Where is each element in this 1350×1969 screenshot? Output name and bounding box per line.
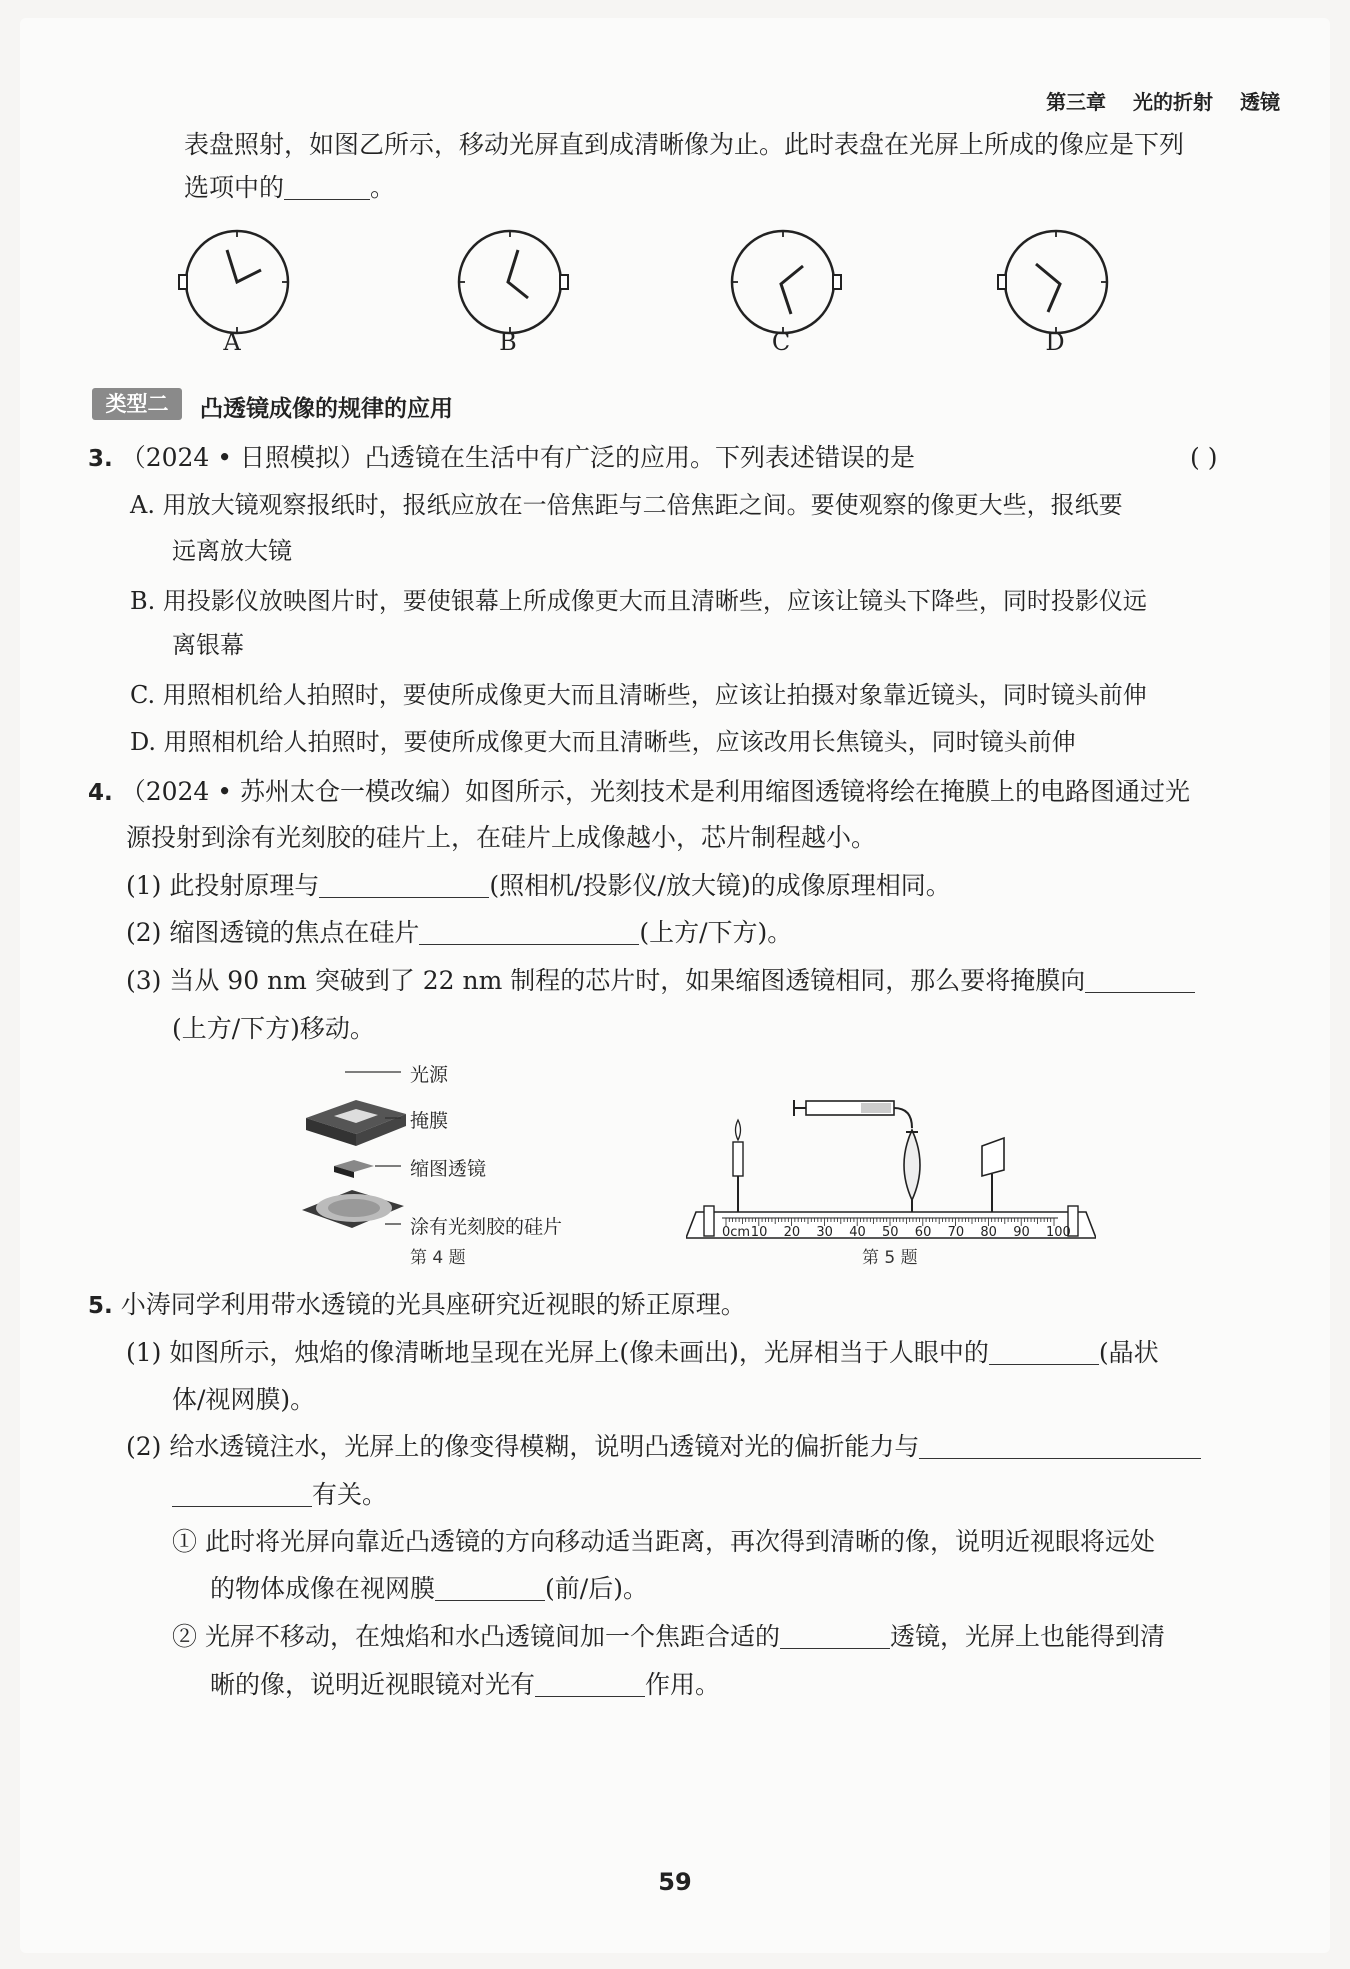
q5-part-1-cont: 体/视网膜)。 bbox=[172, 1385, 316, 1414]
q5-sub-1: ① 此时将光屏向靠近凸透镜的方向移动适当距离，再次得到清晰的像，说明近视眼将远处 bbox=[172, 1527, 1155, 1556]
ruler-tick-label: 90 bbox=[1013, 1225, 1030, 1240]
answer-blank[interactable] bbox=[284, 177, 370, 200]
q4-part-2: (2) 缩图透镜的焦点在硅片 (上方/下方)。 bbox=[126, 918, 793, 947]
q4-stem-1: 4. （2024 • 苏州太仓一模改编）如图所示，光刻技术是利用缩图透镜将绘在掩膜上的电路图通过光 bbox=[88, 777, 1190, 806]
ruler-tick-label: 10 bbox=[750, 1225, 768, 1240]
q5-part-1: (1) 如图所示，烛焰的像清晰地呈现在光屏上(像未画出)，光屏相当于人眼中的 (晶状 bbox=[126, 1338, 1159, 1367]
q5-sub-2: ② 光屏不移动，在烛焰和水凸透镜间加一个焦距合适的 透镜，光屏上也能得到清 bbox=[172, 1622, 1165, 1651]
q4-stem-2: 源投射到涂有光刻胶的硅片上，在硅片上成像越小，芯片制程越小。 bbox=[126, 823, 877, 852]
ruler-tick-label: 70 bbox=[947, 1225, 965, 1240]
ruler-tick-label: 0cm bbox=[722, 1225, 751, 1240]
clock-label-a: A bbox=[223, 328, 241, 356]
clock-label-b: B bbox=[499, 328, 517, 356]
ruler-tick-label: 50 bbox=[882, 1225, 899, 1240]
q5-blank-2a[interactable] bbox=[919, 1436, 1201, 1459]
ruler-tick-label: 80 bbox=[980, 1225, 997, 1240]
section-tag: 类型二 bbox=[92, 388, 182, 420]
q4-blank-1[interactable] bbox=[319, 875, 489, 898]
q5-part-2-cont: 有关。 bbox=[172, 1480, 387, 1510]
q3-option-a: A. 用放大镜观察报纸时，报纸应放在一倍焦距与二倍焦距之间。要使观察的像更大些，报纸要 bbox=[130, 491, 1123, 519]
clock-c-icon bbox=[723, 222, 843, 342]
figure4-caption: 第 4 题 bbox=[410, 1248, 466, 1268]
label-wafer: 涂有光刻胶的硅片 bbox=[410, 1216, 563, 1238]
q5-stem: 5. 小涛同学利用带水透镜的光具座研究近视眼的矫正原理。 bbox=[88, 1290, 746, 1319]
page-header bbox=[1026, 86, 1280, 115]
q3-stem: 3. （2024 • 日照模拟）凸透镜在生活中有广泛的应用。下列表述错误的是 bbox=[88, 443, 915, 472]
q3-option-d: D. 用照相机给人拍照时，要使所成像更大而且清晰些，应该改用长焦镜头，同时镜头前伸 bbox=[130, 728, 1076, 756]
q3-option-b-cont: 离银幕 bbox=[172, 631, 244, 659]
q4-part-3: (3) 当从 90 nm 突破到了 22 nm 制程的芯片时，如果缩图透镜相同，那么要将掩膜向 bbox=[126, 966, 1195, 996]
figure5-caption: 第 5 题 bbox=[862, 1248, 918, 1268]
q5-blank-1[interactable] bbox=[989, 1342, 1099, 1365]
q5-blank-5[interactable] bbox=[535, 1674, 645, 1697]
intro-line-2: 选项中的 。 bbox=[184, 173, 396, 202]
q5-blank-3[interactable] bbox=[435, 1578, 545, 1601]
chapter-label: 第三章 bbox=[1046, 90, 1107, 114]
figure4-leader-lines bbox=[345, 1066, 405, 1246]
q4-blank-3[interactable] bbox=[1085, 970, 1195, 993]
q3-option-a-cont: 远离放大镜 bbox=[172, 537, 292, 565]
clock-d-icon bbox=[996, 222, 1116, 342]
section-title: 凸透镜成像的规律的应用 bbox=[200, 396, 453, 422]
label-light-source: 光源 bbox=[410, 1064, 449, 1086]
q5-sub-2-cont: 晰的像，说明近视眼镜对光有 作用。 bbox=[210, 1670, 721, 1699]
q3-answer-paren[interactable]: ( ) bbox=[1190, 443, 1218, 472]
q5-blank-2b[interactable] bbox=[172, 1484, 312, 1507]
ruler-tick-label: 40 bbox=[849, 1225, 866, 1240]
chapter-title-2: 透镜 bbox=[1240, 90, 1280, 114]
ruler-tick-label: 60 bbox=[914, 1225, 932, 1240]
ruler-tick-label: 20 bbox=[783, 1225, 801, 1240]
clock-label-d: D bbox=[1045, 328, 1065, 356]
chapter-title-1: 光的折射 bbox=[1133, 90, 1214, 114]
clock-label-c: C bbox=[771, 328, 791, 356]
intro-line-1: 表盘照射，如图乙所示，移动光屏直到成清晰像为止。此时表盘在光屏上所成的像应是下列 bbox=[184, 130, 1185, 159]
clock-b-icon bbox=[450, 222, 570, 342]
q3-option-b: B. 用投影仪放映图片时，要使银幕上所成像更大而且清晰些，应该让镜头下降些，同时投影仪远 bbox=[130, 587, 1147, 615]
page-number: 59 bbox=[658, 1868, 692, 1896]
q4-part-3-cont: (上方/下方)移动。 bbox=[172, 1014, 375, 1043]
q4-part-1: (1) 此投射原理与 (照相机/投影仪/放大镜)的成像原理相同。 bbox=[126, 871, 951, 900]
q3-option-c: C. 用照相机给人拍照时，要使所成像更大而且清晰些，应该让拍摄对象靠近镜头，同时镜头前伸 bbox=[130, 681, 1147, 709]
label-reduction-lens: 缩图透镜 bbox=[410, 1158, 487, 1180]
optical-bench-figure bbox=[686, 1090, 1096, 1240]
clock-a-icon bbox=[177, 222, 297, 342]
q4-blank-2[interactable] bbox=[419, 922, 639, 945]
ruler-tick-label: 30 bbox=[816, 1225, 833, 1240]
q5-sub-1-cont: 的物体成像在视网膜 (前/后)。 bbox=[210, 1574, 648, 1603]
q5-blank-4[interactable] bbox=[780, 1626, 890, 1649]
label-mask: 掩膜 bbox=[410, 1110, 449, 1132]
ruler-tick-label: 100 bbox=[1046, 1225, 1071, 1240]
q5-part-2: (2) 给水透镜注水，光屏上的像变得模糊，说明凸透镜对光的偏折能力与 bbox=[126, 1432, 1201, 1462]
